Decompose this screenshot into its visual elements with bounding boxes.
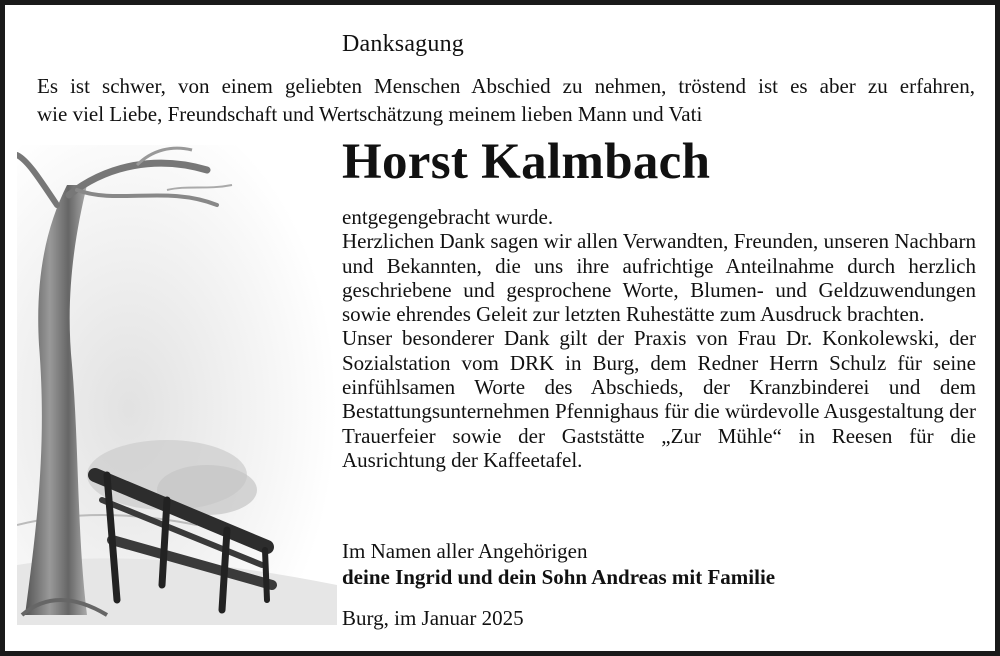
notice-heading: Danksagung [342, 31, 464, 57]
signature-intro: Im Namen aller Angehörigen [342, 539, 588, 563]
intro-line-2: wie viel Liebe, Freundschaft und Wertschätzung meinem lieben Mann und Vati [37, 102, 703, 126]
paragraph-1: entgegengebracht wurde. [342, 205, 554, 229]
place-date: Burg, im Januar 2025 [342, 606, 524, 630]
deceased-name: Horst Kalmbach [342, 134, 711, 190]
intro-text [37, 72, 975, 128]
signature-names: deine Ingrid und dein Sohn Andreas mit Familie [342, 565, 776, 589]
tree-bench-illustration [17, 145, 337, 625]
paragraph-3: Unser besonderer Dank gilt der Praxis von Frau Dr. Konkolewski, der Sozialstation vom DRK in Burg, dem Redner Herrn Schulz für seine einfühlsamen Worte des Abschieds, der Kranzbinderei und dem Bestattungsunternehmen Pfennighaus für die würdevolle Ausgestaltung der Trauerfeier sowie der Gaststätte „Zur Mühle“ in Reesen für die Ausrichtung der Kaffeetafel. [342, 326, 976, 472]
thanks-body [342, 205, 976, 472]
paragraph-2: Herzlichen Dank sagen wir allen Verwandten, Freunden, unseren Nachbarn und Bekannten, die uns ihre aufrichtige Anteilnahme durch herzlich geschriebene und gesprochene Worte, Blumen- und Geldzuwendungen sowie ehrendes Geleit zur letzten Ruhestätte zum Ausdruck brachten. [342, 229, 976, 327]
intro-line-1: Es ist schwer, von einem geliebten Menschen Abschied zu nehmen, tröstend ist es aber zu erfahren, [37, 74, 975, 98]
signature-block [342, 538, 775, 590]
